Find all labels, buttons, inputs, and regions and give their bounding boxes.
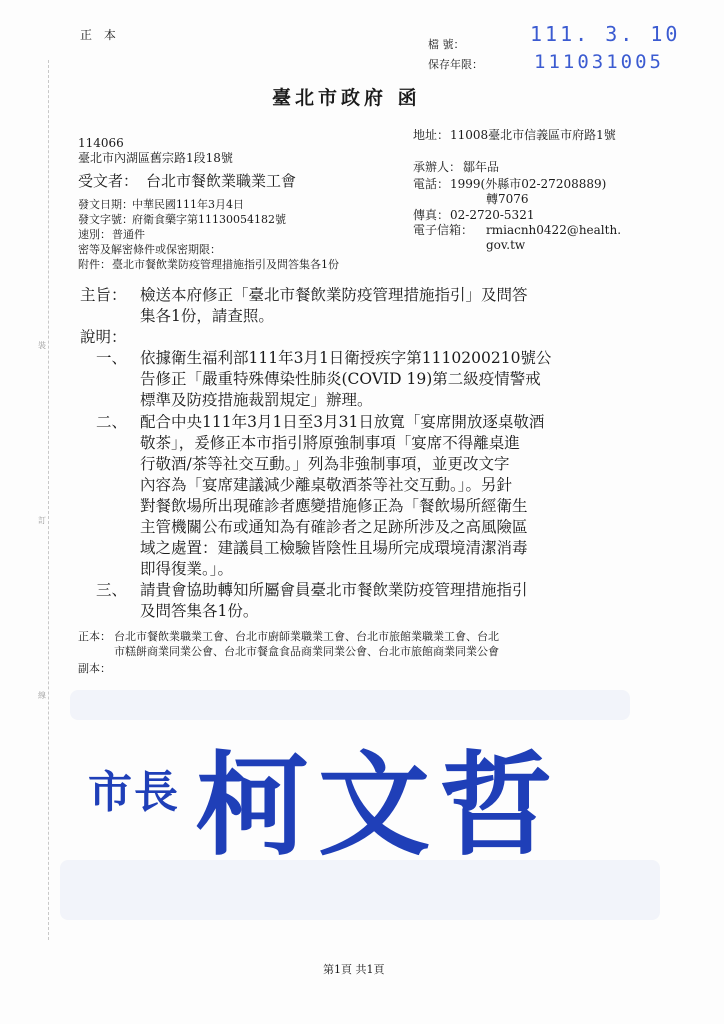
binding-line (48, 60, 49, 940)
item-line: 即得復業。」。 (140, 560, 234, 578)
recipient-address: 臺北市內湖區舊宗路1段18號 (78, 151, 233, 165)
address-label: 地址： (413, 128, 450, 142)
seal-title: 市長 (88, 767, 180, 818)
issue-date-label: 發文日期： (78, 198, 133, 211)
item-line: 告修正「嚴重特殊傳染性肺炎(COVID 19)第二級疫情警戒 (140, 370, 541, 388)
page-number: 第1頁 共1頁 (323, 963, 385, 976)
doc-no-label: 發文字號： (78, 213, 133, 226)
item-line: 依據衛生福利部111年3月1日衛授疾字第1110200210號公 (140, 349, 552, 367)
copy-label: 副本： (78, 662, 111, 675)
handler-label: 承辦人： (413, 160, 462, 174)
binding-mark: 裝 (38, 341, 46, 350)
speed-value: 普通件 (112, 228, 145, 241)
item-number: 二、 (96, 413, 128, 431)
secrecy-label: 密等及解密條件或保密期限： (78, 243, 221, 256)
explanation-label: 說明： (80, 328, 127, 346)
fax-value: 02-2720-5321 (450, 208, 535, 222)
phone-extension: 轉7076 (486, 192, 529, 206)
fax-label: 傳真： (413, 208, 450, 222)
issue-date: 中華民國111年3月4日 (132, 198, 244, 211)
recipient-name: 台北市餐飲業職業工會 (146, 172, 297, 190)
recipient-label: 受文者： (78, 172, 139, 190)
attachment-label: 附件： (78, 258, 111, 271)
item-line: 行敬酒/茶等社交互動。」列為非強制事項，並更改文字 (140, 455, 510, 473)
copy-type: 正 本 (80, 28, 120, 42)
item-number: 三、 (96, 581, 128, 599)
binding-mark: 訂 (38, 516, 46, 525)
item-line: 域之處置：建議員工檢驗皆陰性且場所完成環境清潔消毒 (140, 539, 528, 557)
email-label: 電子信箱： (413, 223, 474, 237)
email-value: rmiacnh0422@health. (486, 223, 622, 237)
retention-label: 保存年限： (428, 58, 483, 71)
seal-name: 柯文哲 (196, 741, 562, 871)
doc-no: 府衛食藥字第11130054182號 (132, 213, 286, 226)
original-copy-label: 正本： (78, 630, 111, 643)
email-value-cont: gov.tw (486, 238, 526, 252)
item-line: 主管機關公布或通知為有確診者之足跡所涉及之高風險區 (140, 518, 528, 536)
original-copy-list: 台北市餐飲業職業工會、台北市廚師業職業工會、台北市旅館業職業工會、台北 (114, 630, 499, 643)
item-line: 請貴會協助轉知所屬會員臺北市餐飲業防疫管理措施指引 (140, 581, 528, 599)
file-no-stamp: 111. 3. 10 (530, 22, 681, 46)
item-line: 標準及防疫措施裁罰規定」辦理。 (140, 391, 373, 409)
subject-line: 檢送本府修正「臺北市餐飲業防疫管理措施指引」及問答 (140, 286, 528, 304)
address-value: 11008臺北市信義區市府路1號 (450, 128, 616, 142)
subject-line: 集各1份，請查照。 (140, 307, 274, 325)
postal-code: 114066 (78, 136, 124, 150)
speed-label: 速別： (78, 228, 111, 241)
file-no-label: 檔 號： (428, 38, 465, 51)
document-title: 臺北市政府 函 (272, 87, 421, 109)
item-line: 及問答集各1份。 (140, 602, 259, 620)
phone-value: 1999(外縣市02-27208889) (450, 177, 607, 191)
subject-label: 主旨： (80, 286, 127, 304)
original-copy-list: 市糕餅商業同業公會、台北市餐盒食品商業同業公會、台北市旅館商業同業公會 (114, 645, 499, 658)
phone-label: 電話： (413, 177, 450, 191)
binding-mark: 線 (38, 691, 46, 700)
item-line: 配合中央111年3月1日至3月31日放寬「宴席開放逐桌敬酒 (140, 413, 545, 431)
item-line: 敬茶」，爰修正本市指引將原強制事項「宴席不得離桌進 (140, 434, 520, 452)
attachment-value: 臺北市餐飲業防疫管理措施指引及問答集各1份 (112, 258, 339, 271)
item-line: 對餐飲場所出現確診者應變措施修正為「餐飲場所經衛生 (140, 497, 528, 515)
retention-stamp: 111031005 (534, 51, 664, 73)
item-number: 一、 (96, 349, 128, 367)
item-line: 內容為「宴席建議減少離桌敬酒茶等社交互動。」。另針 (140, 476, 513, 494)
handler-value: 鄒年品 (463, 160, 500, 174)
